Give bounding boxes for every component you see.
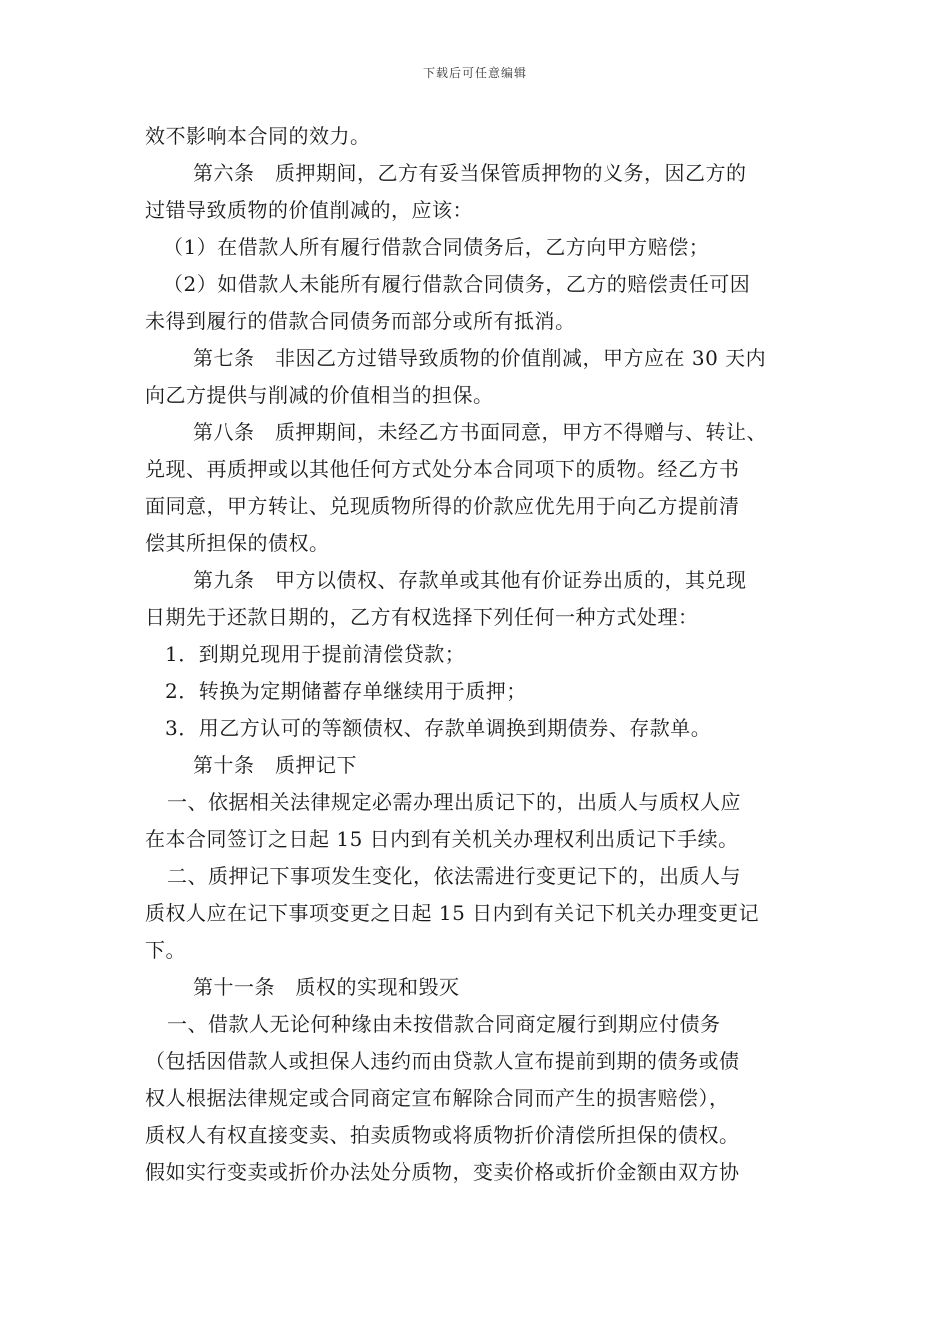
paragraph-line: 在本合同签订之日起 15 日内到有关机关办理权利出质记下手续。 [145,827,739,851]
clause-2-line: 二、质押记下事项发生变化，依法需进行变更记下的，出质人与 [167,864,741,888]
article-6-heading-line: 第六条 质押期间，乙方有妥当保管质押物的义务，因乙方的 [193,161,747,185]
paragraph-line: 向乙方提供与削减的价值相当的担保。 [145,383,494,407]
paragraph-line: 兑现、再质押或以其他任何方式处分本合同项下的质物。经乙方书 [145,457,740,481]
item-1-line: （1）在借款人所有履行借款合同债务后，乙方向甲方赔偿； [163,235,710,259]
list-item-1: 1．到期兑现用于提前清偿贷款； [165,642,466,666]
paragraph-line: 效不影响本合同的效力。 [145,124,371,148]
paragraph-line: 面同意，甲方转让、兑现质物所得的价款应优先用于向乙方提前清 [145,494,740,518]
clause-1-line: 一、借款人无论何种缘由未按借款合同商定履行到期应付债务 [167,1012,721,1036]
paragraph-line: 质权人应在记下事项变更之日起 15 日内到有关记下机关办理变更记 [145,901,760,925]
clause-1-line: 一、依据相关法律规定必需办理出质记下的，出质人与质权人应 [167,790,741,814]
article-8-heading-line: 第八条 质押期间，未经乙方书面同意，甲方不得赠与、转让、 [193,420,767,444]
paragraph-line: 假如实行变卖或折价办法处分质物，变卖价格或折价金额由双方协 [145,1160,740,1184]
article-10-heading-line: 第十条 质押记下 [193,753,357,777]
article-9-heading-line: 第九条 甲方以债权、存款单或其他有价证券出质的，其兑现 [193,568,747,592]
article-11-heading-line: 第十一条 质权的实现和毁灭 [193,975,460,999]
item-2-line: （2）如借款人未能所有履行借款合同债务，乙方的赔偿责任可因 [163,272,751,296]
document-body [145,118,817,1191]
paragraph-line: 日期先于还款日期的，乙方有权选择下列任何一种方式处理： [145,605,699,629]
list-item-3: 3．用乙方认可的等额债权、存款单调换到期债券、存款单。 [165,716,712,740]
page-header: 下载后可任意编辑 [422,66,527,80]
paragraph-line: 质权人有权直接变卖、拍卖质物或将质物折价清偿所担保的债权。 [145,1123,740,1147]
paragraph-line: 偿其所担保的债权。 [145,531,330,555]
paragraph-line: 过错导致质物的价值削减的，应该： [145,198,473,222]
paragraph-line: 权人根据法律规定或合同商定宣布解除合同而产生的损害赔偿）， [145,1086,730,1110]
paragraph-line: 未得到履行的借款合同债务而部分或所有抵消。 [145,309,576,333]
article-7-heading-line: 第七条 非因乙方过错导致质物的价值削减，甲方应在 30 天内 [193,346,767,370]
paragraph-line: （包括因借款人或担保人违约而由贷款人宣布提前到期的债务或债 [145,1049,740,1073]
paragraph-line: 下。 [145,938,186,962]
list-item-2: 2．转换为定期储蓄存单继续用于质押； [165,679,527,703]
